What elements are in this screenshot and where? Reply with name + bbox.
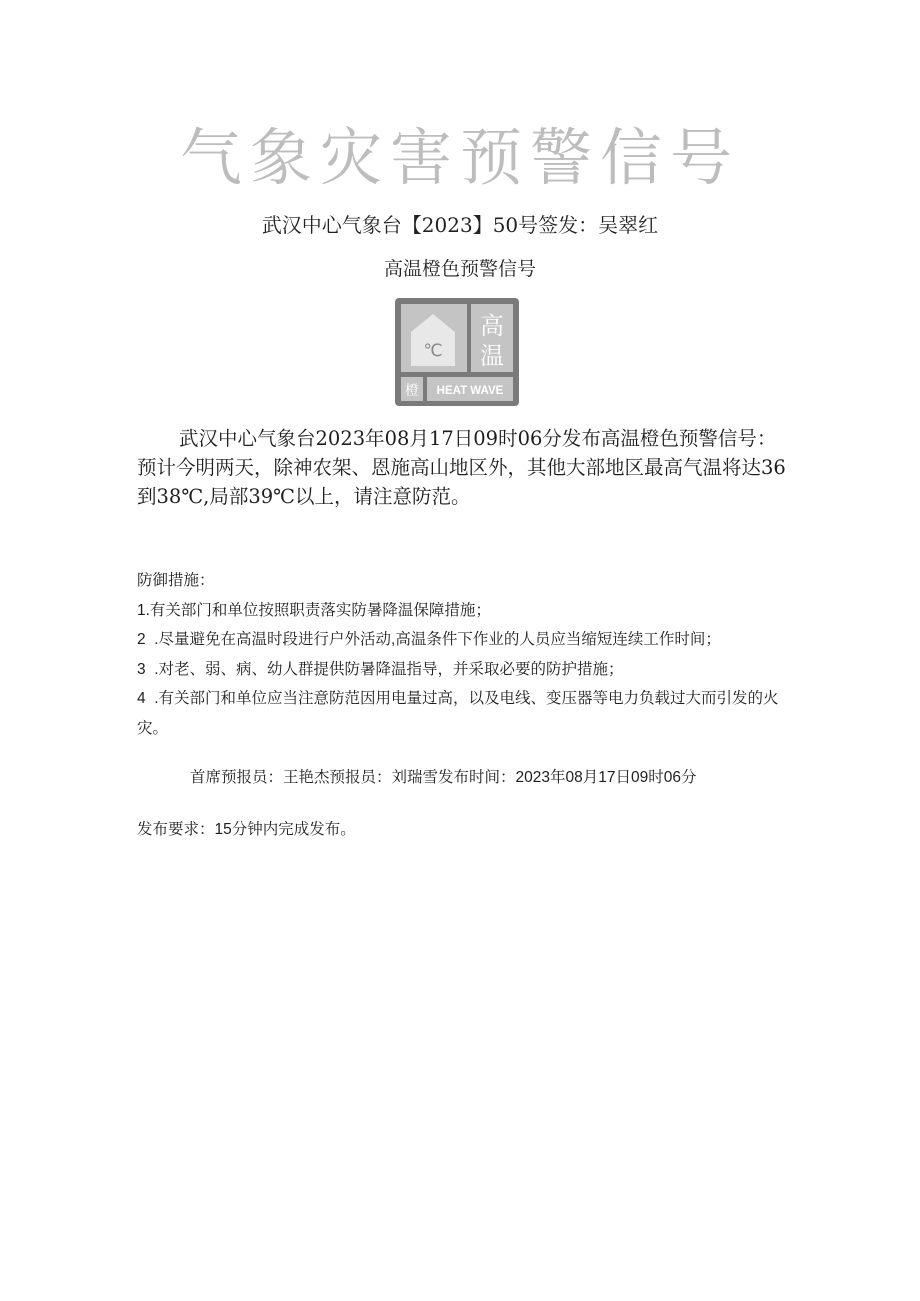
forecaster-signature: 首席预报员：王艳杰预报员：刘瑞雪发布时间：2023年08月17日09时06分	[190, 769, 697, 786]
measures-title: 防御措施：	[137, 572, 215, 589]
heat-wave-signal-icon	[393, 296, 521, 408]
heat-wave-label: HEAT WAVE	[436, 385, 504, 397]
measure-item: 4 .有关部门和单位应当注意防范因用电量过高，以及电线、变压器等电力负载过大而引发的火灾。	[137, 690, 779, 737]
orange-label: 橙	[405, 383, 419, 399]
release-requirement: 发布要求：15分钟内完成发布。	[137, 821, 356, 838]
measure-item: 3 .对老、弱、病、幼人群提供防暑降温指导，并采取必要的防护措施；	[137, 660, 624, 678]
measure-item: 2 .尽量避免在高温时段进行户外活动,高温条件下作业的人员应当缩短连续工作时间；	[137, 631, 721, 648]
document-number: 武汉中心气象台【2023】50号签发：吴翠红	[261, 213, 659, 237]
warning-content: 武汉中心气象台2023年08月17日09时06分发布高温橙色预警信号：预计今明两天，除神农架、恩施高山地区外，其他大部地区最高气温将达36到38℃,局部39℃以上，请注意防范。	[137, 427, 786, 508]
wen-label: 温	[480, 342, 504, 370]
measure-item: 1.有关部门和单位按照职责落实防暑降温保障措施；	[137, 601, 491, 619]
celsius-label: ℃	[423, 341, 443, 361]
signal-name: 高温橙色预警信号	[383, 258, 536, 280]
gao-label: 高	[480, 312, 504, 340]
defense-measures	[137, 566, 787, 743]
page-title: 气象灾害预警信号	[179, 121, 740, 194]
